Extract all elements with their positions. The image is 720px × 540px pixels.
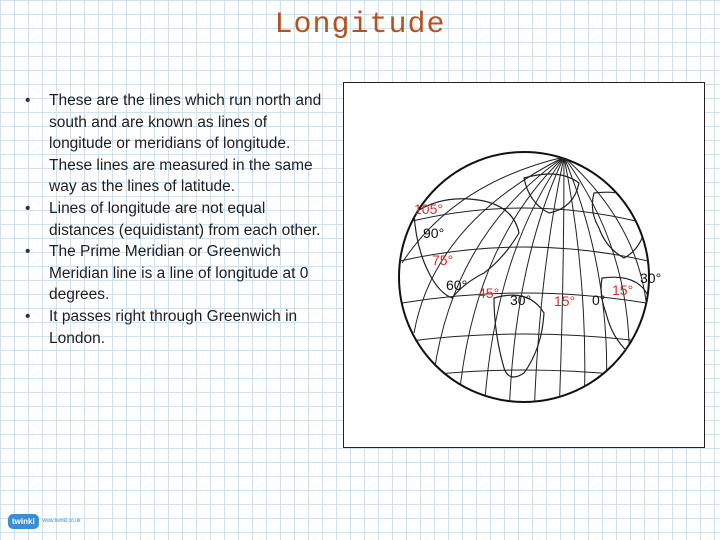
bullet-item: • Lines of longitude are not equal distances (equidistant) from each other. — [22, 198, 322, 241]
label-30-west: 30° — [510, 292, 532, 308]
bullet-item: • The Prime Meridian or Greenwich Meridian line is a line of longitude at 0 degrees. — [22, 241, 322, 306]
page-title: Longitude — [274, 8, 446, 42]
label-15-west: 15° — [554, 293, 576, 309]
label-30-east: 30° — [640, 270, 662, 286]
logo-badge: twinkl — [8, 514, 39, 529]
label-45: 45° — [478, 285, 500, 301]
label-0: 0° — [592, 292, 606, 308]
logo-text: www.twinkl.co.uk — [42, 518, 81, 524]
bullet-list — [22, 90, 322, 349]
label-75: 75° — [432, 252, 454, 268]
bullet-item: • These are the lines which run north and south and are known as lines of longitude or meridians of longitude. These lines are measured in the same way as the lines of latitude. — [22, 90, 322, 198]
globe-figure — [343, 82, 705, 448]
label-60: 60° — [446, 277, 468, 293]
label-15-east: 15° — [612, 282, 634, 298]
bullet-item: • It passes right through Greenwich in London. — [22, 306, 322, 349]
label-105: 105° — [414, 201, 443, 217]
twinkl-logo — [8, 510, 80, 532]
label-90: 90° — [423, 225, 445, 241]
globe-illustration — [344, 83, 706, 449]
